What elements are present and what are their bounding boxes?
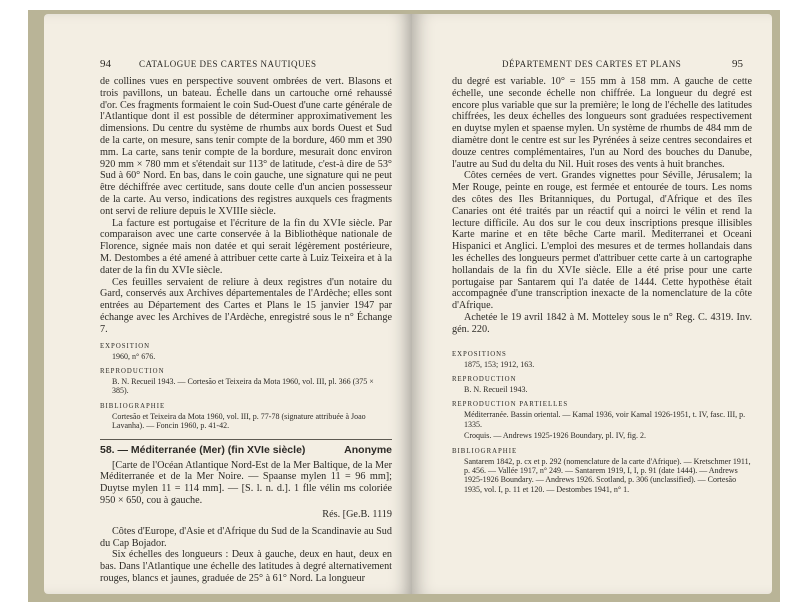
section-label: EXPOSITIONS bbox=[452, 350, 507, 358]
section-item: Croquis. — Andrews 1925-1926 Boundary, pl. IV, fig. 2. bbox=[464, 431, 646, 441]
body-paragraph: de collines vues en perspective souvent ombrées de vert. Blasons et trois pavillons, un bateau. Échelle dans un cartouche orné rehaussé d'or. Ces fragments formaient le coin Sud-Ouest d'une carte générale de l'Atlantique dont il est possible de déterminer approximativement les dimensions. Du centre du système de rhumbs aux bords Ouest et Sud de la carte, on mesure, sans tenir compte de la bordure, 460 mm et 390 mm. La carte, sans tenir compte de la bordure, mesurait donc environ 920 mm × 780 mm et s'étendait sur 113° de latitude, c'est-à dire de 53° Sud à 60° Nord. En bas, dans le coin gauche, une signature qui ne peut être déchiffrée avec certitude, sans doute celle d'un ancien possesseur de la carte. Au verso, indications des registres auxquels ces fragments ont servi de reliure depuis le XVIIIe siècle. bbox=[100, 76, 392, 217]
body-paragraph: Côtes d'Europe, d'Asie et d'Afrique du Sud de la Scandinavie au Sud du Cap Bojador. bbox=[100, 525, 392, 549]
entry-title: 58. — Méditerranée (Mer) (fin XVIe siècle) bbox=[100, 443, 306, 456]
section-label: BIBLIOGRAPHIE bbox=[452, 447, 518, 455]
right-page-body bbox=[452, 76, 752, 494]
section-item: Cortesão et Teixeira da Mota 1960, vol. III, p. 77-78 (signature attribuée à Joao Lavanha). — Foncin 1960, p. 41-42. bbox=[112, 411, 366, 431]
body-paragraph: Ces feuilles servaient de reliure à deux registres d'un notaire du Gard, conservés aux Archives départementales de l'Ardèche; elles sont entrées au Département des Cartes et Plans le 15 janvier 1947 par échange avec les Archives de l'Ardèche, enregistré sous le n° Échange 7. bbox=[100, 276, 392, 335]
call-number: Rés. [Ge.B. 1119 bbox=[322, 508, 392, 520]
body-paragraph: Achetée le 19 avril 1842 à M. Motteley sous le n° Reg. C. 4319. Inv. gén. 220. bbox=[452, 311, 752, 335]
body-paragraph: Côtes cernées de vert. Grandes vignettes pour Séville, Jérusalem; la Mer Rouge, peinte en rouge, est fermée et entourée de tours. Les noms des côtes des Iles Britanniques, du Portugal, d'Afrique et des îles Canaries ont été traités par un réactif qui a noirci le vélin et rend la lecture difficile. Au dos sur le cou deux inscriptions presque illisibles Karte marine et en tête bêche Carte maril. Mediterranei et Oceani Hispanici et Anglici. L'emploi des mesures et de termes hollandais dans les échelles des longueurs permet d'attribuer cette carte à un cartographe hollandais de la fin du XVIe siècle. Elle a été prise pour une carte portugaise par Santarem qui l'a datée de 1444. Cette hypothèse était accompagnée d'une transcription inexacte de la nomenclature de la côte d'Afrique. bbox=[452, 170, 752, 312]
left-page bbox=[44, 14, 412, 594]
section-label: REPRODUCTION bbox=[100, 367, 165, 375]
running-header-right: DÉPARTEMENT DES CARTES ET PLANS bbox=[502, 59, 682, 69]
section-item: 1875, 153; 1912, 163. bbox=[464, 359, 535, 369]
page-number-right: 95 bbox=[732, 58, 743, 70]
catalog-entry-heading bbox=[100, 444, 392, 456]
section-label: BIBLIOGRAPHIE bbox=[100, 402, 166, 410]
body-paragraph: Six échelles des longueurs : Deux à gauche, deux en haut, deux en bas. Dans l'Atlantique une échelle des latitudes à degré alternativement rouges, blancs et jaunes, graduée de 25° à 61° Nord. La longueur bbox=[100, 549, 392, 584]
page-number-left: 94 bbox=[100, 58, 111, 70]
right-page bbox=[412, 14, 772, 594]
body-paragraph: La facture est portugaise et l'écriture de la fin du XVIe siècle. Par comparaison avec une carte conservée à la Bibliothèque nationale de Florence, signée mais non datée et qui serait légèrement postérieure, M. Destombes a été amené à attribuer cette carte à Luiz Teixeira et à la dater de la fin du XVIe siècle. bbox=[100, 217, 392, 276]
section-item: B. N. Recueil 1943. — Cortesão et Teixeira da Mota 1960, vol. III, pl. 366 (375 × 385). bbox=[112, 376, 374, 396]
section-item: Santarem 1842, p. cx et p. 292 (nomenclature de la carte d'Afrique). — Kretschmer 1911, p. 456. — Vallée 1917, n° 249. — Santarem 1919, I, I, p. 91 (date 1444). — Andrews 1925-1926 Boundary. — Andrews 1926. Scotland, p. 306 (unclassified). — Cortesão 1935, vol. I, p. 11 et 120. — Destombes 1941, n° 1. bbox=[464, 456, 751, 494]
section-label: EXPOSITION bbox=[100, 342, 151, 350]
section-item: Méditerranée. Bassin oriental. — Kamal 1936, voir Kamal 1926-1951, t. IV, fasc. III, p. 1335. bbox=[464, 410, 746, 429]
left-page-body bbox=[100, 76, 392, 585]
running-header-left: CATALOGUE DES CARTES NAUTIQUES bbox=[139, 59, 317, 69]
section-item: 1960, n° 676. bbox=[112, 351, 156, 361]
entry-divider bbox=[100, 439, 392, 440]
entry-description: [Carte de l'Océan Atlantique Nord-Est de la Mer Baltique, de la Mer Méditerranée et de la Mer Noire. — Spaanse mylen 11 = 96 mm]; Duytse mylen 11 = 114 mm]. — [S. l. n. d.]. 1 flle vélin ms coloriée 950 × 650, cou à gauche. bbox=[100, 459, 392, 506]
entry-author: Anonyme bbox=[344, 443, 392, 456]
body-paragraph: du degré est variable. 10° = 155 mm à 158 mm. A gauche de cette échelle, une seconde échelle non chiffrée. La longueur du degré est encore plus variable que sur la première; le long de l'échelle des latitudes chiffrées, les deux échelles des longueurs sont graduées respectivement en duytse mylen et spaense mylen. Un système de rhumbs de 484 mm de diamètre dont le centre est sur les Pyrénées à seize centres secondaires et douze centres complémentaires, l'un au Nord des bouches du Danube, l'autre au Sud du delta du Nil. Huit roses des vents à huit branches. bbox=[452, 76, 752, 170]
section-item: B. N. Recueil 1943. bbox=[464, 384, 528, 394]
section-label: REPRODUCTION PARTIELLES bbox=[452, 401, 569, 409]
section-label: REPRODUCTION bbox=[452, 375, 517, 383]
